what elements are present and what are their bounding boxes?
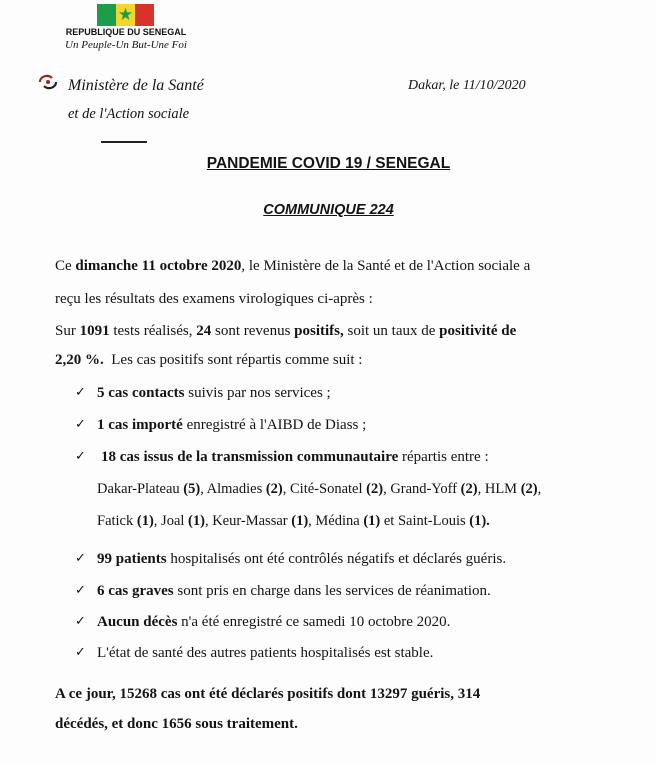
text-run: Ce (55, 258, 76, 274)
check-icon: ✓ (75, 449, 86, 464)
text-run: (2) (460, 481, 478, 497)
text-run: tests réalisés, (109, 323, 197, 339)
flag-green-band (97, 4, 116, 26)
text-run: 5 cas contacts (97, 385, 185, 401)
senegal-flag (97, 4, 154, 26)
ministry-logo-icon (36, 70, 60, 94)
text-run: (1) (291, 513, 309, 529)
ministry-name-line1: Ministère de la Santé (68, 77, 204, 94)
flag-red-band (135, 4, 154, 26)
locations-line-1 (97, 481, 541, 498)
intro-line-2: reçu les résultats des examens virologiques ci-après : (55, 291, 373, 307)
text-run: (5) (183, 481, 201, 497)
text-run: suivis par nos services ; (184, 385, 331, 401)
text-run: , Médina (308, 513, 364, 529)
text-run: enregistré à l'AIBD de Diass ; (182, 417, 367, 433)
text-run: 18 cas issus de la transmission communautaire (101, 449, 399, 465)
text-run: n'a été enregistré ce samedi 10 octobre 2020. (177, 614, 451, 630)
positive-count: 24 (196, 323, 212, 339)
check-icon: ✓ (75, 385, 86, 400)
text-run: sont pris en charge dans les services de réanimation. (173, 583, 491, 599)
text-run: Aucun décès (97, 614, 178, 630)
text-run: hospitalisés ont été contrôlés négatifs et déclarés guéris. (166, 551, 507, 567)
text-run: , le Ministère de la Santé et de l'Action sociale a (241, 258, 531, 274)
text-run: positifs, (294, 323, 344, 339)
text-run: , Almadies (200, 481, 266, 497)
bullet-text (97, 583, 491, 600)
text-run: Dakar-Plateau (97, 481, 184, 497)
text-run: , Joal (153, 513, 189, 529)
document-date: Dakar, le 11/10/2020 (408, 78, 526, 93)
text-run: (1) (363, 513, 381, 529)
text-run: (2) (366, 481, 384, 497)
bullet-text: L'état de santé des autres patients hospitalisés est stable. (97, 645, 434, 661)
header-divider (101, 141, 147, 143)
text-run: 99 patients (97, 551, 167, 567)
text-run: sont revenus (211, 323, 295, 339)
intro-line-1 (55, 258, 530, 275)
locations-line-2 (97, 513, 490, 530)
bullet-text (97, 551, 506, 568)
text-run: , Grand-Yoff (383, 481, 461, 497)
text-run: , (537, 481, 542, 497)
bullet-text (97, 417, 366, 434)
text-run: (1) (188, 513, 205, 529)
text-run: et Saint-Louis (380, 513, 470, 529)
text-run: Les cas positifs sont répartis comme suit : (103, 352, 363, 368)
check-icon: ✓ (75, 614, 86, 629)
bullet-text (97, 385, 331, 402)
flag-yellow-band (116, 4, 135, 26)
text-run: (1) (136, 513, 154, 529)
check-icon: ✓ (75, 417, 86, 432)
summary-line-2: décédés, et donc 1656 sous traitement. (55, 716, 298, 732)
check-icon: ✓ (75, 645, 86, 660)
text-run: (1). (469, 513, 490, 529)
ministry-name-line2: et de l'Action sociale (68, 106, 190, 122)
text-run: , Cité-Sonatel (282, 481, 367, 497)
text-run: Fatick (97, 513, 137, 529)
positivity-rate: 2,20 %. (55, 352, 104, 368)
report-date: dimanche 11 octobre 2020 (75, 258, 242, 274)
document-title: PANDEMIE COVID 19 / SENEGAL (206, 155, 451, 172)
bullet-text (101, 449, 489, 466)
text-run: positivité de (439, 323, 517, 339)
check-icon: ✓ (75, 583, 86, 598)
text-run: (2) (520, 481, 538, 497)
check-icon: ✓ (75, 551, 86, 566)
intro-line-4 (55, 352, 362, 369)
communique-number: COMMUNIQUE 224 (263, 202, 394, 218)
intro-line-3 (55, 323, 516, 340)
text-run: Sur (55, 323, 80, 339)
text-run: répartis entre : (398, 449, 489, 465)
national-motto: Un Peuple-Un But-Une Foi (65, 39, 187, 51)
tests-count: 1091 (79, 323, 110, 339)
text-run: (2) (265, 481, 283, 497)
summary-line-1: A ce jour, 15268 cas ont été déclarés positifs dont 13297 guéris, 314 (55, 686, 481, 702)
text-run: 6 cas graves (97, 583, 174, 599)
text-run: , HLM (477, 481, 521, 497)
text-run: 1 cas importé (97, 417, 183, 433)
bullet-text (97, 614, 450, 631)
republic-label: REPUBLIQUE DU SENEGAL (65, 27, 187, 37)
text-run: soit un taux de (343, 323, 440, 339)
flag-star-icon: ★ (117, 5, 134, 25)
text-run: , Keur-Massar (204, 513, 292, 529)
